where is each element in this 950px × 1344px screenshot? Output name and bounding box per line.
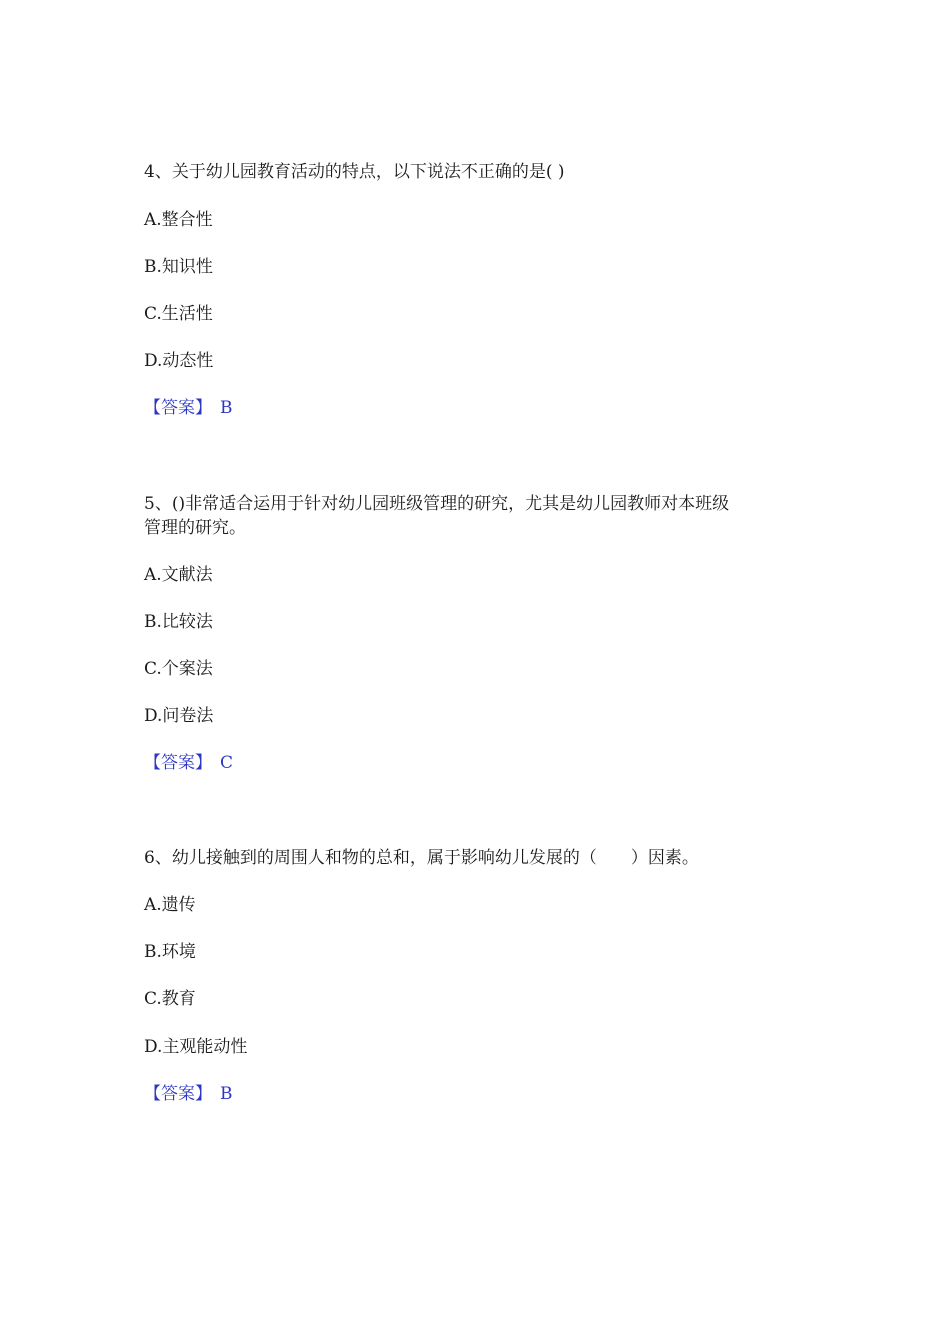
option-d: D.动态性 <box>144 351 214 371</box>
option-c: C.教育 <box>144 989 196 1009</box>
option-a: A.遗传 <box>144 895 196 915</box>
answer-label: 【答案】 <box>144 753 212 773</box>
answer-value: B <box>220 398 233 418</box>
option-b: B.环境 <box>144 942 196 962</box>
option-c: C.生活性 <box>144 304 213 324</box>
option-d: D.问卷法 <box>144 706 214 726</box>
option-b: B.知识性 <box>144 257 213 277</box>
question-stem: 4、关于幼儿园教育活动的特点，以下说法不正确的是( ) <box>144 162 565 182</box>
answer-line <box>144 1082 233 1106</box>
option-b: B.比较法 <box>144 612 213 632</box>
answer-label: 【答案】 <box>144 1084 212 1104</box>
question-stem-line-1: 5、()非常适合运用于针对幼儿园班级管理的研究，尤其是幼儿园教师对本班级 <box>144 494 730 514</box>
answer-label: 【答案】 <box>144 398 212 418</box>
question-stem: 6、幼儿接触到的周围人和物的总和，属于影响幼儿发展的（ ）因素。 <box>144 848 699 868</box>
option-a: A.文献法 <box>144 565 213 585</box>
option-c: C.个案法 <box>144 659 213 679</box>
answer-value: B <box>220 1084 233 1104</box>
option-a: A.整合性 <box>144 210 213 230</box>
answer-value: C <box>220 753 234 773</box>
option-d: D.主观能动性 <box>144 1037 248 1057</box>
answer-line <box>144 396 233 420</box>
answer-line <box>144 751 233 775</box>
question-stem-line-2: 管理的研究。 <box>144 518 246 538</box>
